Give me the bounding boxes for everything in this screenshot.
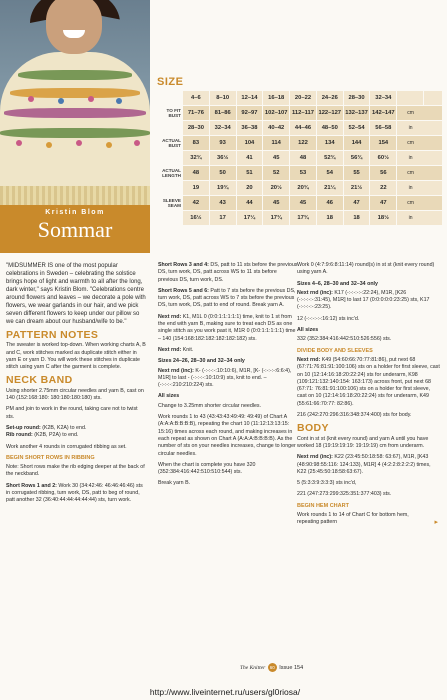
size-row	[183, 151, 442, 165]
size-row-label	[157, 91, 183, 105]
all-sizes-subheading: All sizes	[158, 393, 180, 400]
short-rows-step: Short Rows 1 and 2: Work 30 (34:42:46: 46:46:46:46) sts in corrugated ribbing, turn work, DS, patt to beg of round, patt another 32 (36:40:44:44:44:44:44) sts, turn work.	[6, 482, 143, 504]
size-row	[183, 121, 442, 135]
instruction-step: Next rnd (inc): K17 (-:-:-:-:-:22:24), M1R, [K26 (-:-:-:-:-:31:45), M1R] to last 17 (0:0:0:0:0:23:25) sts, K17 (-:-:-:-:-:23:25).	[297, 289, 430, 311]
instruction-step: Next rnd: K1, M1L 0 (0:0:1:1:1:1:1) time, knit to 1 st from the end with yarn B, making sure to treat each DS as one single stitch as you work past it, M1R 0 (0:0:1:1:1:1:1) time – 140 (154:168:182:182:182:182:182) sts.	[158, 313, 296, 342]
instruction-text: Change to 3.25mm shorter circular needles.	[158, 402, 262, 409]
size-cell: 50	[210, 166, 237, 180]
size-cell: 21½	[344, 181, 371, 195]
size-row-label: TO FIT BUST	[166, 107, 181, 118]
size-cell: 54	[317, 166, 344, 180]
size-row	[183, 211, 442, 225]
size-cell: 17	[210, 211, 237, 225]
size-unit: in	[408, 125, 413, 131]
yoke-band	[0, 128, 150, 138]
size-cell: 4–6	[183, 91, 210, 105]
size-cell: 71–76	[183, 106, 210, 120]
size-cell: 45	[263, 151, 290, 165]
watermark-url: http://www.liveinternet.ru/users/gl0riosa/	[149, 687, 301, 697]
size-heading: SIZE	[157, 76, 184, 88]
short-rows-heading: BEGIN SHORT ROWS IN RIBBING	[6, 454, 95, 461]
size-cell: 24–26	[317, 91, 344, 105]
text-column-2	[158, 262, 298, 492]
size-row-label	[157, 151, 183, 165]
pattern-notes-heading: PATTERN NOTES	[6, 329, 99, 341]
size-unit: in	[408, 215, 413, 221]
size-cell: 81–86	[210, 106, 237, 120]
size-cell: 22	[370, 181, 397, 195]
flower-motif	[106, 142, 112, 148]
continue-arrow-icon: ▸	[434, 519, 438, 527]
size-cell: 52¾	[317, 151, 344, 165]
flower-motif	[88, 96, 94, 102]
size-cell: 55	[344, 166, 371, 180]
size-unit: cm	[407, 140, 414, 146]
size-cell: 32¾	[183, 151, 210, 165]
instruction-text: When the chart is complete you have 320 (352:384:416:442:510:510:544) sts.	[158, 461, 256, 476]
size-cell: 48–50	[317, 121, 344, 135]
size-cell: 17¾	[290, 211, 317, 225]
instruction-text: Work rounds 1 to 43 (43:43:43:49:49: 49:49) of Chart A (A:A:A:B:B:B:B), repeating the chart 10 (11:12:13:13:15: 15:16) times across each round, and making increases in each repeat as shown on Chart A (A:A:A:B:B:B:B). As the number of sts on your needles increases, change to longer circular needles.	[158, 414, 296, 457]
size-cell: 52	[263, 166, 290, 180]
size-cell: 83	[183, 136, 210, 150]
size-cell: 47	[344, 196, 371, 210]
size-cell	[397, 91, 424, 105]
instruction-step: Next rnd: Knit.	[158, 346, 194, 353]
neck-band-step: Set-up round: (K2B, K2A) to end. Rib round: (K2B, P2A) to end.	[6, 424, 87, 439]
instruction-text: Work rounds 1 to 14 of Chart C for bottom hem, repeating pattern ▸	[297, 512, 438, 527]
size-cell: 28–30	[344, 91, 371, 105]
size-cell: 51	[237, 166, 264, 180]
neck-band-text: Using shorter 2.75mm circular needles and yarn B, cast on 140 (152:168:180: 180:180:180:180) sts.	[6, 387, 144, 402]
size-cell: 44	[237, 196, 264, 210]
size-cell: 18½	[370, 211, 397, 225]
size-cell: 48	[290, 151, 317, 165]
size-cell: 20–22	[290, 91, 317, 105]
instruction-text: 216 (242:270:296:316:348:374:400) sts for body.	[297, 412, 412, 419]
size-cell: 114	[263, 136, 290, 150]
size-cell: 32–34	[210, 121, 237, 135]
pattern-notes-text: The sweater is worked top-down. When working charts A, B and C, work stitches marked as duplicate stitch either in yarn E or yarn D. You will work these stitches in duplicate stitch using yarn C after the garment is complete.	[6, 342, 146, 371]
size-cell: 112–117	[290, 106, 317, 120]
page-number-badge: 60	[269, 665, 275, 670]
size-row-label: SLEEVE SEAM	[162, 197, 181, 208]
size-cell: 28–30	[183, 121, 210, 135]
instruction-text: 221 (247:273:299:325:351:377:403) sts.	[297, 491, 392, 498]
size-cell: 92–97	[237, 106, 264, 120]
title-block	[0, 205, 150, 253]
size-cell: 102–107	[263, 106, 290, 120]
size-row-label: ACTUAL BUST	[162, 137, 181, 148]
text-column-3	[297, 262, 440, 531]
size-cell: 144	[344, 136, 371, 150]
face-illustration	[46, 0, 102, 54]
size-cell: 154	[370, 136, 397, 150]
size-cell: 19	[183, 181, 210, 195]
size-cell: 41	[237, 151, 264, 165]
hero-photo	[0, 0, 150, 205]
size-cell: 60½	[370, 151, 397, 165]
size-cell: 122	[290, 136, 317, 150]
neck-band-heading: NECK BAND	[6, 374, 73, 387]
all-sizes-subheading: All sizes	[297, 327, 319, 334]
size-row-label	[157, 121, 183, 135]
size-section	[157, 76, 442, 225]
size-cell: 47	[370, 196, 397, 210]
size-cell: 56–58	[370, 121, 397, 135]
size-cell: 53	[290, 166, 317, 180]
instruction-text: 12 (-:-:-:-:-:16:12) sts inc'd.	[297, 315, 360, 322]
divide-body-heading: DIVIDE BODY AND SLEEVES	[297, 347, 373, 354]
sizes-subheading: Sizes 4–6, 28–30 and 32–34 only	[297, 280, 378, 287]
flower-motif	[16, 140, 22, 146]
issue-label: Issue 154	[279, 664, 304, 671]
size-cell: 20	[237, 181, 264, 195]
body-heading: BODY	[297, 422, 329, 435]
size-unit: cm	[407, 110, 414, 116]
text-column-1	[6, 262, 146, 509]
size-cell: 32–34	[370, 91, 397, 105]
sizes-subheading: Sizes 24–26, 28–30 and 32–34 only	[158, 358, 245, 365]
size-cell: 18	[344, 211, 371, 225]
size-unit: in	[408, 155, 413, 161]
instruction-text: Break yarn B.	[158, 480, 191, 487]
instruction-step: Next rnd (inc): K- (-:-:-:-:10:10:6), M1R, [K- (-:-:-:-:6:6:4), M1R] to last - (-:-:-:-:10:10:9) sts, knit to end. – (-:-:-:-:210:210:224) sts.	[158, 367, 292, 389]
size-unit: cm	[407, 200, 414, 206]
size-cell: 43	[210, 196, 237, 210]
size-row	[183, 136, 442, 150]
size-cell: 52–54	[344, 121, 371, 135]
sweater-ribbing	[0, 186, 150, 205]
size-row	[183, 91, 442, 105]
instruction-step: Short Rows 3 and 4: DS, patt to 11 sts before the previous DS, turn work, DS, patt across WS to 11 sts before previous DS, turn work, DS.	[158, 262, 298, 283]
short-rows-note: Note: Short rows make the rib edging deeper at the back of the neckband.	[6, 464, 145, 478]
size-unit	[424, 91, 442, 105]
size-cell: 45	[290, 196, 317, 210]
size-table	[157, 91, 442, 225]
flower-motif	[76, 140, 82, 146]
flower-motif	[134, 140, 140, 146]
neck-band-text: Work another 4 rounds in corrugated ribbing as set.	[6, 443, 127, 450]
size-cell: 20¾	[290, 181, 317, 195]
magazine-name: The Knitter	[240, 664, 266, 671]
size-cell: 142–147	[370, 106, 397, 120]
size-cell: 46	[317, 196, 344, 210]
size-row	[183, 166, 442, 180]
flower-motif	[116, 98, 122, 104]
size-cell: 36½	[210, 151, 237, 165]
designer-name: Kristin Blom	[45, 209, 105, 216]
instruction-text: Cont in st st (knit every round) and yarn A until you have worked 18 (19:19:19:19: 19:19:19) cm from underarm.	[297, 435, 429, 449]
instruction-step: Next rnd (inc): K22 (23:45:50:18:58: 63:67), M1R, [K43 (48:90:98:55:116: 124:133), M1R] 4 (4:2:2:8:2:2:2) times, K22 (25:45:50:18:58:63:67).	[297, 454, 431, 475]
flower-motif	[58, 98, 64, 104]
size-cell: 17¼	[237, 211, 264, 225]
size-cell: 20½	[263, 181, 290, 195]
size-cell: 56	[370, 166, 397, 180]
instruction-text: 5 (5:3:3:9:3:3:3) sts inc'd,	[297, 480, 357, 487]
size-cell: 44–46	[290, 121, 317, 135]
yoke-band	[18, 70, 132, 80]
size-cell: 16–18	[263, 91, 290, 105]
size-cell: 18	[317, 211, 344, 225]
yoke-band	[4, 108, 146, 118]
size-cell: 8–10	[210, 91, 237, 105]
size-cell: 134	[317, 136, 344, 150]
size-cell: 17¾	[263, 211, 290, 225]
size-cell: 16½	[183, 211, 210, 225]
size-row-label: ACTUAL LENGTH	[162, 167, 181, 178]
size-row-label	[157, 211, 183, 225]
page-footer	[240, 663, 303, 672]
size-cell: 40–42	[263, 121, 290, 135]
instruction-text: 332 (352:384:416:442:510:526:556) sts.	[297, 336, 392, 343]
flower-motif	[46, 142, 52, 148]
size-cell: 19¾	[210, 181, 237, 195]
hem-chart-heading: BEGIN HEM CHART	[297, 502, 349, 509]
intro-quote: "MIDSUMMER IS one of the most popular celebrations in Sweden – celebrating the solstice brings hope of light and warmth to all after the long, dark winter," says Kristin Blom. "Celebrations centre around flowers and leaves – we decorate a pole with flowers, we wear garlands in our hair, and we pick seven different flowers to keep under our pillow so we can dream about our husband/wife to be."	[6, 263, 146, 325]
size-cell: 132–137	[344, 106, 371, 120]
size-cell: 93	[210, 136, 237, 150]
size-row-label	[157, 181, 183, 195]
size-cell: 104	[237, 136, 264, 150]
flower-motif	[28, 96, 34, 102]
size-cell: 56¾	[344, 151, 371, 165]
size-unit: in	[408, 185, 413, 191]
size-cell: 48	[183, 166, 210, 180]
size-cell: 45	[263, 196, 290, 210]
size-row	[183, 196, 442, 210]
pattern-title: Sommar	[37, 217, 113, 242]
instruction-step: Next rnd: K49 (54:60:66:70:77:81:86), put next 68 (67:71:76:81:91:100:106) sts on a holder for first sleeve, cast on 10 (12:14:16:18:20:22:24) sts for underarm, K98 (109:121:132:140:154: 163:173) across front, put next 68 (67:71: 76:81:91:100:106) sts on a holder for first sleeve, cast on 10 (12:14:16:18:20:22:24) sts for underarm, K49 (55:61:66:70:77: 82:86).	[297, 356, 440, 407]
size-row	[183, 181, 442, 195]
neck-band-text: PM and join to work in the round, taking care not to twist sts.	[6, 406, 138, 420]
size-cell: 12–14	[237, 91, 264, 105]
instruction-text: Work 0 (4:7:9:6:8:11:14) round(s) in st st (knit every round) using yarn A.	[297, 262, 435, 276]
size-row	[183, 106, 442, 120]
size-unit: cm	[407, 170, 414, 176]
size-cell: 36–38	[237, 121, 264, 135]
size-cell: 42	[183, 196, 210, 210]
size-cell: 122–127	[317, 106, 344, 120]
size-cell: 21¼	[317, 181, 344, 195]
instruction-step: Short Rows 5 and 6: Patt to 7 sts before the previous DS, turn work, DS, patt across WS to 7 sts before the previous DS, turn work, DS, patt to end of round. Break yarn A.	[158, 287, 296, 309]
